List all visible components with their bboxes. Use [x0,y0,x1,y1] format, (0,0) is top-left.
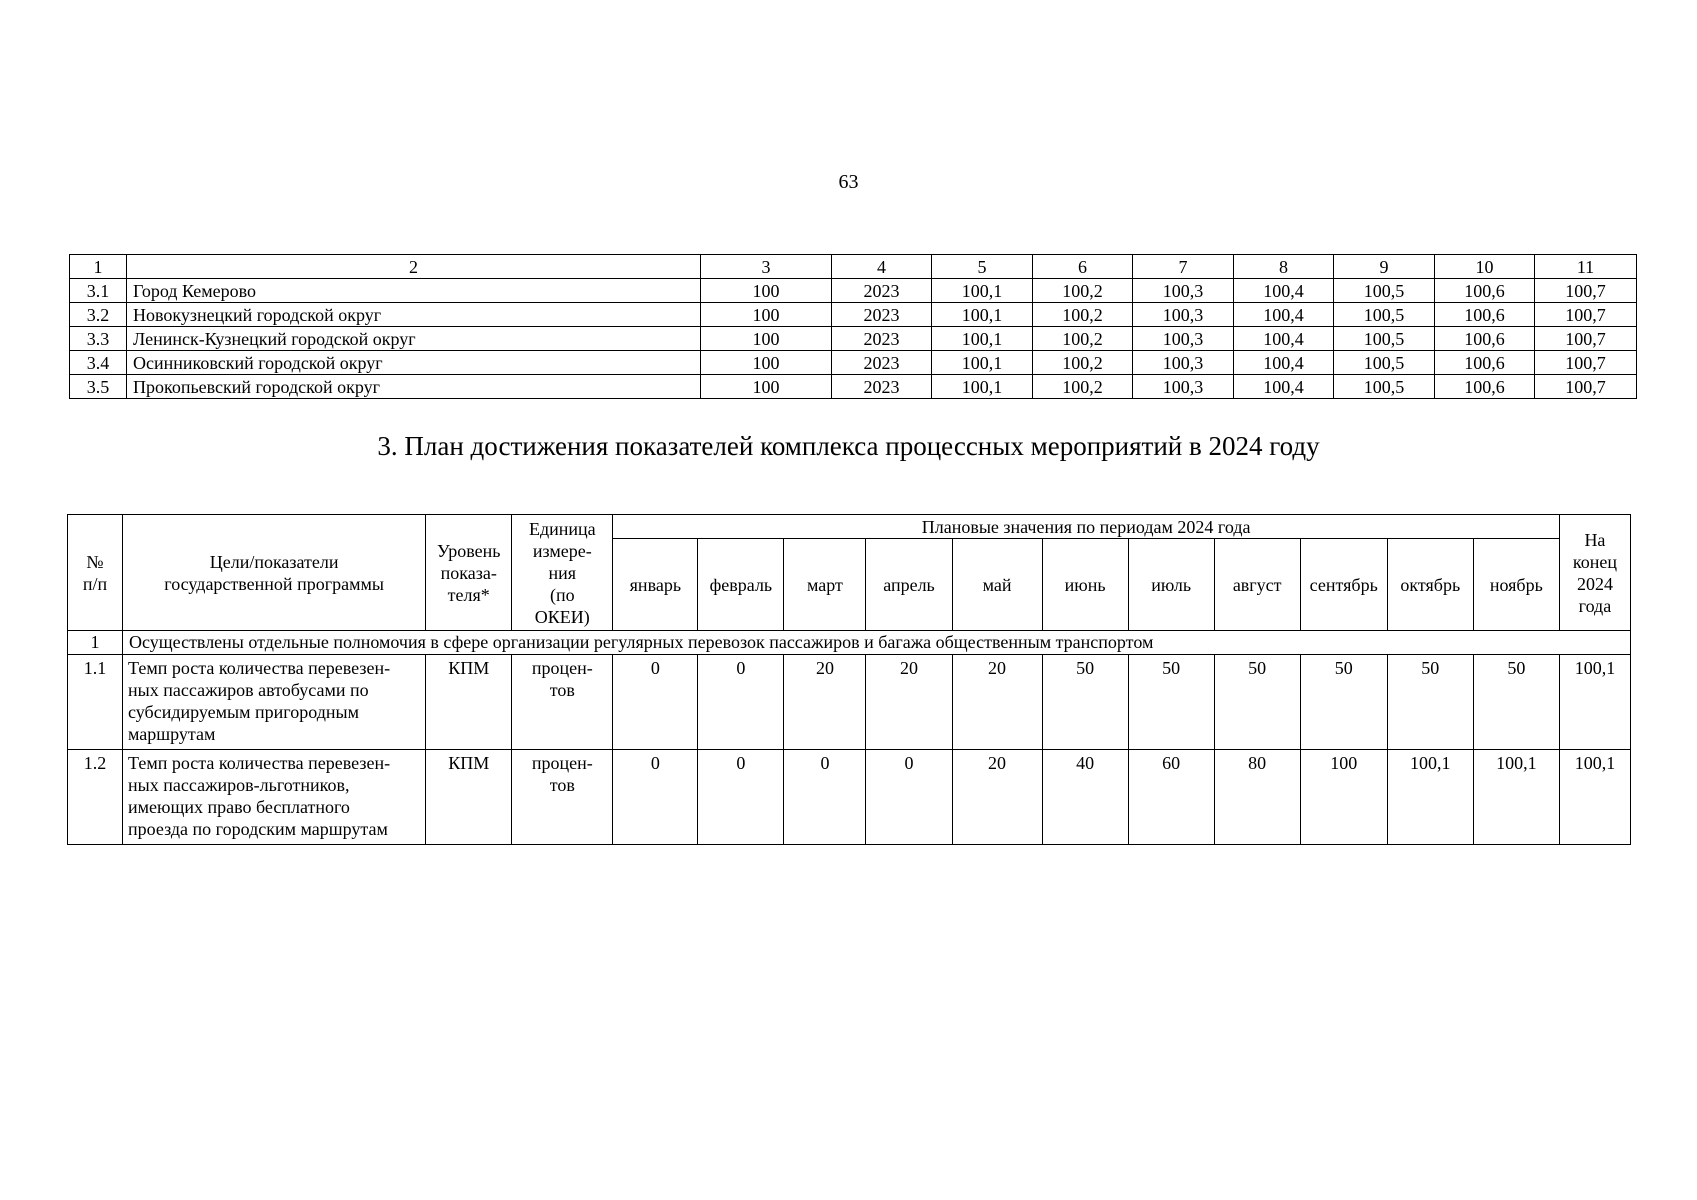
value-cell: 100,4 [1234,375,1334,399]
regional-values-table [69,254,1637,399]
value-cell: 2023 [832,375,932,399]
header-month: июль [1128,539,1214,631]
value-cell: 100,1 [1473,750,1559,845]
value-cell: 100,2 [1033,351,1133,375]
column-number: 6 [1033,255,1133,279]
indicator-name [123,750,426,845]
column-number: 3 [701,255,832,279]
value-cell: 100,4 [1234,351,1334,375]
header-line: п/п [82,573,108,594]
header-month: сентябрь [1300,539,1387,631]
value-cell: 20 [866,655,952,750]
header-month: август [1214,539,1300,631]
goal-text: Осуществлены отдельные полномочия в сфере организации регулярных перевозок пассажиров и багажа общественным транспортом [123,631,1631,655]
header-line: № [86,551,104,572]
table-row [70,327,1637,351]
header-period-title: Плановые значения по периодам 2024 года [613,515,1560,539]
indicator-level: КПМ [426,655,512,750]
header-line: теля* [447,584,490,605]
column-number: 8 [1234,255,1334,279]
row-number: 3.5 [70,375,127,399]
value-cell: 100,1 [1559,750,1630,845]
header-month: ноябрь [1473,539,1559,631]
municipality-name: Город Кемерово [127,279,701,303]
value-cell: 100,7 [1535,279,1637,303]
header-line: Единица [528,518,596,539]
header-month: июнь [1042,539,1128,631]
header-year-end [1559,515,1630,631]
value-cell: 50 [1128,655,1214,750]
value-cell: 2023 [832,279,932,303]
value-cell: 0 [698,655,784,750]
value-cell: 60 [1128,750,1214,845]
municipality-name: Осинниковский городской округ [127,351,701,375]
section-title: 3. План достижения показателей комплекса процессных мероприятий в 2024 году [377,431,1320,461]
value-cell: 100,5 [1334,327,1435,351]
value-cell: 0 [613,750,698,845]
column-number: 10 [1435,255,1535,279]
table-row [70,303,1637,327]
column-number: 11 [1535,255,1637,279]
value-cell: 100,3 [1133,303,1234,327]
header-line: ния [548,562,577,583]
value-cell: 20 [952,750,1042,845]
value-cell: 50 [1214,655,1300,750]
value-cell: 100,5 [1334,303,1435,327]
indicator-name-line: Темп роста количества перевезен- [128,658,391,678]
header-month: январь [613,539,698,631]
header-unit [512,515,613,631]
value-cell: 100 [701,327,832,351]
value-cell: 2023 [832,351,932,375]
column-number: 4 [832,255,932,279]
row-number: 3.3 [70,327,127,351]
header-month: май [952,539,1042,631]
table-row [68,750,1631,845]
row-number: 1.1 [68,655,123,750]
header-goal [123,515,426,631]
header-level [426,515,512,631]
indicator-name-line: проезда по городским маршрутам [128,819,388,839]
value-cell: 0 [866,750,952,845]
row-number: 3.4 [70,351,127,375]
value-cell: 100,5 [1334,375,1435,399]
row-number: 3.1 [70,279,127,303]
page-number: 63 [838,171,859,193]
value-cell: 100,6 [1435,279,1535,303]
indicator-name-line: Темп роста количества перевезен- [128,753,391,773]
row-number: 1.2 [68,750,123,845]
header-month: октябрь [1387,539,1473,631]
value-cell: 100 [701,375,832,399]
value-cell: 100 [701,351,832,375]
header-line: 2024 [1576,573,1613,594]
column-number: 9 [1334,255,1435,279]
plan-table [67,514,1631,845]
indicator-level: КПМ [426,750,512,845]
value-cell: 0 [784,750,866,845]
value-cell: 20 [952,655,1042,750]
header-line: (по [549,584,575,605]
header-line: ОКЕИ) [534,606,590,627]
column-number: 5 [932,255,1033,279]
value-cell: 40 [1042,750,1128,845]
indicator-name [123,655,426,750]
value-cell: 100,2 [1033,375,1133,399]
indicator-name-line: ных пассажиров автобусами по [128,680,369,700]
value-cell: 100,2 [1033,279,1133,303]
row-number: 3.2 [70,303,127,327]
row-number: 1 [68,631,123,655]
value-cell: 100,6 [1435,351,1535,375]
indicator-name-line: имеющих право бесплатного [128,797,350,817]
value-cell: 100 [701,303,832,327]
value-cell: 50 [1473,655,1559,750]
value-cell: 100,6 [1435,375,1535,399]
value-cell: 0 [613,655,698,750]
value-cell: 100,3 [1133,351,1234,375]
header-line: Уровень [437,540,501,561]
unit-line: тов [549,680,575,700]
column-number: 2 [127,255,701,279]
value-cell: 100,6 [1435,303,1535,327]
unit-line: тов [549,775,575,795]
unit-line: процен- [531,658,593,678]
header-line: года [1578,595,1612,616]
value-cell: 100,7 [1535,375,1637,399]
goal-row [68,631,1631,655]
header-month: март [784,539,866,631]
unit-line: процен- [531,753,593,773]
header-month: апрель [866,539,952,631]
header-line: На [1584,529,1606,550]
header-line: показа- [440,562,497,583]
header-row [68,515,1631,539]
value-cell: 100,1 [932,375,1033,399]
municipality-name: Ленинск-Кузнецкий городской округ [127,327,701,351]
value-cell: 2023 [832,303,932,327]
value-cell: 100,7 [1535,327,1637,351]
value-cell: 100,7 [1535,303,1637,327]
header-line: конец [1572,551,1617,572]
indicator-name-line: субсидируемым пригородным [128,702,359,722]
value-cell: 100,1 [932,351,1033,375]
value-cell: 100,7 [1535,351,1637,375]
indicator-unit [512,655,613,750]
table-row [68,655,1631,750]
value-cell: 100,1 [1559,655,1630,750]
value-cell: 100,5 [1334,279,1435,303]
value-cell: 100,1 [932,327,1033,351]
column-number: 7 [1133,255,1234,279]
indicator-name-line: маршрутам [128,724,216,744]
value-cell: 50 [1300,655,1387,750]
indicator-name-line: ных пассажиров-льготников, [128,775,350,795]
value-cell: 100,1 [1387,750,1473,845]
column-number: 1 [70,255,127,279]
header-month: февраль [698,539,784,631]
value-cell: 2023 [832,327,932,351]
value-cell: 100 [1300,750,1387,845]
column-number-row [70,255,1637,279]
value-cell: 100,6 [1435,327,1535,351]
value-cell: 100,3 [1133,279,1234,303]
header-line: государственной программы [164,573,384,594]
header-line: Цели/показатели [209,551,339,572]
value-cell: 0 [698,750,784,845]
table-row [70,279,1637,303]
municipality-name: Прокопьевский городской округ [127,375,701,399]
value-cell: 100,2 [1033,303,1133,327]
value-cell: 50 [1042,655,1128,750]
header-line: измере- [532,540,592,561]
value-cell: 100,4 [1234,279,1334,303]
table-row [70,351,1637,375]
value-cell: 100,1 [932,279,1033,303]
value-cell: 100,1 [932,303,1033,327]
value-cell: 80 [1214,750,1300,845]
value-cell: 100,4 [1234,303,1334,327]
value-cell: 100,3 [1133,327,1234,351]
value-cell: 100,2 [1033,327,1133,351]
value-cell: 100,5 [1334,351,1435,375]
value-cell: 50 [1387,655,1473,750]
value-cell: 20 [784,655,866,750]
value-cell: 100,3 [1133,375,1234,399]
indicator-unit [512,750,613,845]
table-row [70,375,1637,399]
header-number [68,515,123,631]
municipality-name: Новокузнецкий городской округ [127,303,701,327]
value-cell: 100,4 [1234,327,1334,351]
value-cell: 100 [701,279,832,303]
